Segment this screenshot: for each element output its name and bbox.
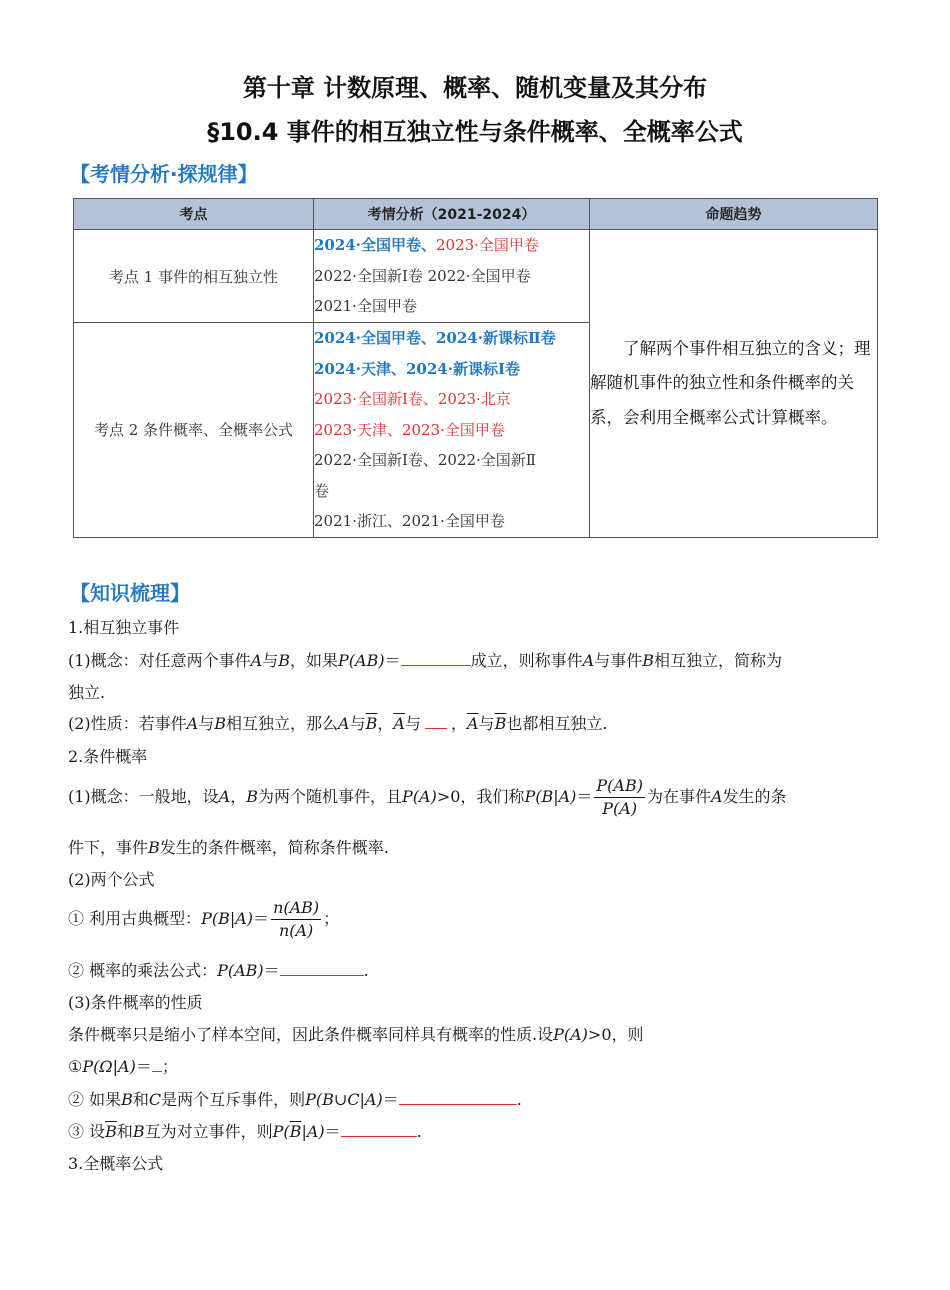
text: ② 概率的乘法公式： [68, 961, 218, 980]
exam-line [314, 230, 589, 261]
math: P(A) [553, 1025, 588, 1044]
math: P(B∪C|A) [305, 1090, 383, 1109]
text: 发生的条件概率，简称条件概率. [159, 838, 389, 857]
text: ； [323, 909, 340, 928]
math: |A) [301, 1122, 325, 1141]
text: ； [161, 1057, 178, 1076]
text: 和 [132, 1090, 149, 1109]
math: A [218, 787, 231, 806]
math: P(A) [402, 787, 437, 806]
knowledge-heading: 【知识梳理】 [70, 581, 190, 605]
exam-line [314, 384, 589, 415]
text: ＝ [384, 651, 401, 670]
text: 件下，事件 [68, 838, 149, 857]
text: ＝ [263, 961, 280, 980]
text: 与事件 [594, 651, 643, 670]
math: P(AB) [338, 651, 385, 670]
text: 与 [198, 714, 215, 733]
text: ② 如果 [68, 1090, 122, 1109]
math: B [278, 651, 291, 670]
s1-concept-cont: 独立. [68, 683, 106, 702]
text: 为在事件 [646, 787, 711, 806]
topic-cell: 考点 1 事件的相互独立性 [74, 230, 314, 323]
exam-line [314, 291, 589, 322]
exam-text: 卷 [314, 481, 330, 500]
topic-cell: 考点 2 条件概率、全概率公式 [74, 323, 314, 538]
s2-formulas-title: (2)两个公式 [68, 870, 155, 889]
math: P( [272, 1122, 290, 1141]
text: 为两个随机事件，且 [258, 787, 403, 806]
s2-title: 2.条件概率 [68, 747, 148, 766]
exam-line [314, 415, 589, 446]
s1-concept [68, 648, 782, 671]
text: ① [68, 1057, 83, 1076]
text: ① 利用古典概型： [68, 909, 202, 928]
exam-text: 2023·天津、2023·全国甲卷 [314, 420, 505, 439]
fraction [594, 775, 645, 820]
math: $\overline{B}$ [494, 714, 507, 733]
text: 互为对立事件，则 [144, 1122, 273, 1141]
math: $\overline{A}$ [393, 714, 405, 733]
s3-title: 3.全概率公式 [68, 1154, 164, 1173]
s2-property-3 [68, 1119, 422, 1142]
analysis-heading: 【考情分析·探规律】 [70, 162, 258, 186]
s1-property [68, 711, 607, 734]
fill-blank[interactable] [152, 1057, 162, 1072]
math: A [710, 787, 723, 806]
exam-text: 2023·全国甲卷 [435, 236, 539, 255]
column-header: 命题趋势 [590, 199, 878, 230]
text: (1)概念：对任意两个事件 [68, 651, 251, 670]
text: 也都相互独立. [506, 714, 608, 733]
s2-formula-2 [68, 958, 369, 981]
text: 与 [349, 714, 366, 733]
fill-blank[interactable] [341, 1122, 417, 1137]
text: >0，我们称 [436, 787, 525, 806]
text: ＝ [253, 909, 270, 928]
math: B [121, 1090, 133, 1109]
denominator: n(A) [278, 921, 314, 940]
s2-formula-1 [68, 897, 339, 942]
exam-text: 2024·天津、2024·新课标Ⅰ卷 [314, 359, 520, 378]
math: B [132, 1122, 145, 1141]
text: (1)概念：一般地，设 [68, 787, 219, 806]
text: ， [230, 787, 247, 806]
text: ， [377, 714, 394, 733]
text: (2)性质：若事件 [68, 714, 187, 733]
math: B [148, 838, 160, 857]
fill-blank[interactable] [425, 714, 447, 729]
text: ＝ [382, 1090, 399, 1109]
analysis-table [73, 198, 878, 538]
text: ， [450, 714, 467, 733]
text: ③ 设 [68, 1122, 106, 1141]
math: $\overline{A}$ [466, 714, 479, 733]
fill-blank[interactable] [280, 961, 364, 976]
fraction [271, 897, 321, 942]
s2-property-2 [68, 1087, 522, 1110]
text: ，如果 [290, 651, 339, 670]
table-header-row [74, 199, 878, 230]
text: . [516, 1090, 522, 1109]
text: 是两个互斥事件，则 [161, 1090, 306, 1109]
table-row [74, 230, 878, 323]
math: B [214, 714, 227, 733]
exam-list [314, 230, 590, 323]
text: . [363, 961, 369, 980]
fill-blank[interactable] [399, 1090, 517, 1105]
text: 和 [116, 1122, 133, 1141]
chapter-title: 第十章 计数原理、概率、随机变量及其分布 [242, 74, 708, 102]
math: $\overline{B}$ [105, 1122, 117, 1141]
s2-props-title: (3)条件概率的性质 [68, 993, 203, 1012]
math: P(B|A) [201, 909, 254, 928]
s2-concept-cont [68, 835, 389, 858]
exam-line [314, 354, 589, 385]
text: 与 [262, 651, 279, 670]
exam-line [314, 476, 589, 507]
text: 发生的条 [722, 787, 787, 806]
exam-text: 2024·全国甲卷、 [314, 236, 436, 255]
math: P(B|A) [524, 787, 577, 806]
text: 相互独立，简称为 [653, 651, 782, 670]
exam-text: 2022·全国新Ⅰ卷 2022·全国甲卷 [314, 266, 531, 285]
text: ＝ [135, 1057, 152, 1076]
exam-line [314, 323, 589, 354]
math: P(Ω|A) [82, 1057, 136, 1076]
math: $\overline{B}$ [289, 1122, 302, 1141]
exam-text: 2021·全国甲卷 [314, 297, 417, 316]
math: A [186, 714, 199, 733]
exam-line [314, 506, 589, 537]
fill-blank[interactable] [401, 651, 471, 666]
s2-props-intro [68, 1022, 644, 1045]
text: 与 [404, 714, 421, 733]
exam-line [314, 445, 589, 476]
math: B [246, 787, 259, 806]
exam-text: 2024·全国甲卷、2024·新课标Ⅱ卷 [314, 329, 556, 347]
s1-title: 1.相互独立事件 [68, 618, 180, 637]
column-header: 考点 [74, 199, 314, 230]
s2-concept [68, 775, 787, 820]
math: A [338, 714, 350, 733]
numerator: n(AB) [271, 897, 321, 920]
math: $\overline{B}$ [365, 714, 378, 733]
text: 成立，则称事件 [470, 651, 583, 670]
exam-text: 2021·浙江、2021·全国甲卷 [314, 512, 505, 530]
numerator: P(AB) [594, 775, 645, 798]
denominator: P(A) [602, 799, 638, 818]
exam-text: 2023·全国新Ⅰ卷、2023·北京 [314, 390, 511, 408]
math: P(AB) [217, 961, 264, 980]
math: A [582, 651, 595, 670]
column-header: 考情分析（2021-2024） [314, 199, 590, 230]
text: 相互独立，那么 [226, 714, 339, 733]
section-title: §10.4 事件的相互独立性与条件概率、全概率公式 [207, 118, 743, 146]
exam-text: 2022·全国新Ⅰ卷、2022·全国新Ⅱ [314, 451, 537, 469]
exam-line [314, 261, 589, 292]
s2-property-1 [68, 1054, 178, 1077]
math: A [250, 651, 263, 670]
text: 条件概率只是缩小了样本空间，因此条件概率同样具有概率的性质.设 [68, 1025, 554, 1044]
trend-cell: 了解两个事件相互独立的含义；理解随机事件的独立性和条件概率的关系，会利用全概率公式计算概率。 [590, 230, 878, 538]
text: >0，则 [587, 1025, 644, 1044]
text: . [416, 1122, 422, 1141]
math: C [148, 1090, 162, 1109]
exam-list [314, 323, 590, 538]
math: B [642, 651, 654, 670]
text: 与 [478, 714, 495, 733]
text: ＝ [324, 1122, 341, 1141]
text: ＝ [576, 787, 593, 806]
